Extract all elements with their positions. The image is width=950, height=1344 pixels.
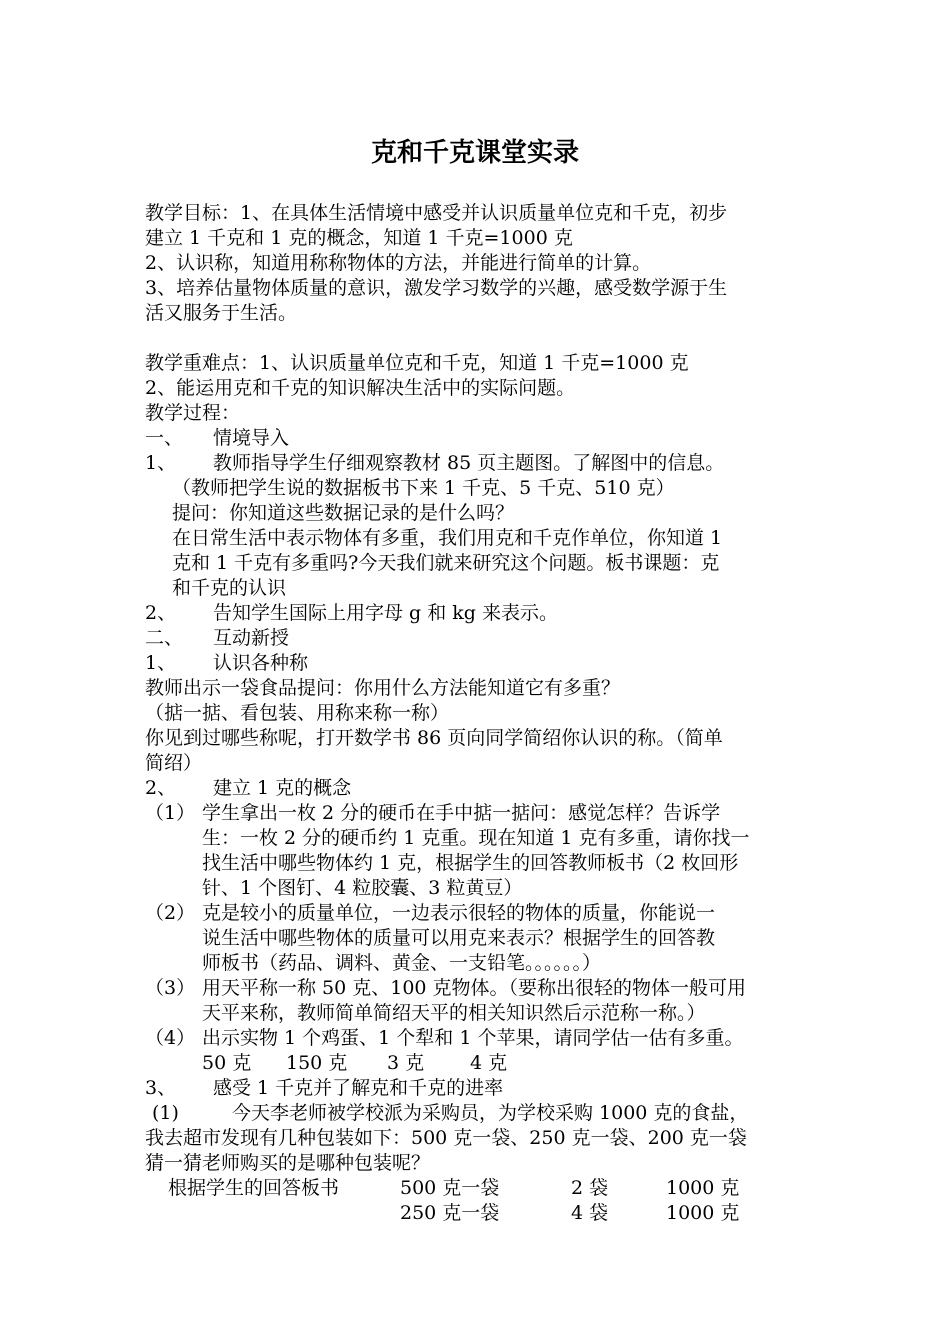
board-cell: 1000 克	[666, 1202, 740, 1224]
s2-item-1-number: 1、	[145, 652, 177, 674]
s1-item-1-text: 教师指导学生仔细观察教材 85 页主题图。了解图中的信息。	[213, 452, 725, 474]
goals-line-5: 活又服务于生活。	[145, 302, 298, 324]
s1-item-1-line-4: 在日常生活中表示物体有多重，我们用克和千克作单位，你知道 1	[172, 527, 723, 549]
s2-para-3: 你见到过哪些称呢，打开数学书 86 页向同学简绍你认识的称。（简单	[145, 727, 723, 749]
sub-item-2-number: （2）	[145, 902, 196, 924]
board-cell: 1000 克	[666, 1177, 740, 1199]
board-cell: 500 克一袋	[400, 1177, 500, 1199]
s2-item-1-text: 认识各种称	[213, 652, 309, 674]
sub-item-2-line-1: 克是较小的质量单位，一边表示很轻的物体的质量，你能说一	[202, 902, 716, 924]
sub-item-1-number: （1）	[145, 802, 196, 824]
s1-item-1-number: 1、	[145, 452, 177, 474]
goals-line-3: 2、认识称，知道用称称物体的方法，并能进行简单的计算。	[145, 252, 652, 274]
s1-item-1-line-5: 克和 1 千克有多重吗?今天我们就来研究这个问题。板书课题：克	[172, 552, 720, 574]
section-2-title: 互动新授	[213, 627, 290, 649]
board-cell: 250 克一袋	[400, 1202, 500, 1224]
s2-item-2-text: 建立 1 克的概念	[213, 777, 352, 799]
sub-item-e-line-1: 今天李老师被学校派为采购员，为学校采购 1000 克的食盐，	[232, 1102, 749, 1124]
s1-item-1-line-2: （教师把学生说的数据板书下来 1 千克、5 千克、510 克）	[172, 477, 675, 499]
s1-item-2-number: 2、	[145, 602, 177, 624]
sub-item-2-line-2: 说生活中哪些物体的质量可以用克来表示？根据学生的回答教	[202, 927, 716, 949]
goals-line-1: 教学目标：1、在具体生活情境中感受并认识质量单位克和千克，初步	[145, 202, 728, 224]
key-line-2: 2、能运用克和千克的知识解决生活中的实际问题。	[145, 377, 576, 399]
sub-item-2-line-3: 师板书（药品、调料、黄金、一支铅笔。。。。。。）	[202, 952, 602, 974]
key-line-1: 教学重难点：1、认识质量单位克和千克，知道 1 千克=1000 克	[145, 352, 689, 374]
sub-item-1-line-1: 学生拿出一枚 2 分的硬币在手中掂一掂问：感觉怎样？告诉学	[202, 802, 721, 824]
process-heading: 教学过程：	[145, 402, 241, 424]
goals-line-2: 建立 1 千克和 1 克的概念，知道 1 千克=1000 克	[145, 227, 573, 249]
sub-item-1-line-3: 找生活中哪些物体约 1 克，根据学生的回答教师板书（2 枚回形	[202, 852, 739, 874]
estimate-value: 150 克	[286, 1052, 348, 1074]
sub-item-e-line-3: 猜一猜老师购买的是哪种包装呢？	[145, 1152, 431, 1174]
page-title: 克和千克课堂实录	[370, 138, 579, 168]
s1-item-1-line-3: 提问：你知道这些数据记录的是什么吗？	[172, 502, 515, 524]
sub-item-e-number: (1)	[152, 1102, 179, 1124]
section-2-number: 二、	[145, 627, 184, 649]
estimate-value: 4 克	[470, 1052, 508, 1074]
s2-para-2: （掂一掂、看包装、用称来称一称）	[145, 702, 450, 724]
sub-item-3-number: （3）	[145, 977, 196, 999]
estimate-value: 50 克	[202, 1052, 252, 1074]
section-1-title: 情境导入	[213, 427, 290, 449]
s2-para-1: 教师出示一袋食品提问：你用什么方法能知道它有多重？	[145, 677, 621, 699]
sub-item-4-line-1: 出示实物 1 个鸡蛋、1 个犁和 1 个苹果，请同学估一估有多重。	[202, 1027, 744, 1049]
estimate-value: 3 克	[387, 1052, 425, 1074]
sub-item-3-line-2: 天平来称，教师简单简绍天平的相关知识然后示范称一称。）	[202, 1002, 706, 1024]
board-cell: 2 袋	[571, 1177, 609, 1199]
s1-item-2-text: 告知学生国际上用字母 g 和 kg 来表示。	[213, 602, 558, 624]
s2-item-3-number: 3、	[145, 1077, 177, 1099]
s2-para-4: 简绍）	[145, 752, 203, 774]
board-cell: 4 袋	[571, 1202, 609, 1224]
sub-item-4-number: （4）	[145, 1027, 196, 1049]
sub-item-3-line-1: 用天平称一称 50 克、100 克物体。（要称出很轻的物体一般可用	[202, 977, 747, 999]
sub-item-1-line-2: 生：一枚 2 分的硬币约 1 克重。现在知道 1 克有多重，请你找一	[202, 827, 750, 849]
sub-item-1-line-4: 针、1 个图钉、4 粒胶囊、3 粒黄豆）	[202, 877, 523, 899]
sub-item-e-line-2: 我去超市发现有几种包装如下：500 克一袋、250 克一袋、200 克一袋	[145, 1127, 747, 1149]
board-label: 根据学生的回答板书	[168, 1177, 340, 1199]
s2-item-2-number: 2、	[145, 777, 177, 799]
s1-item-1-line-6: 和千克的认识	[172, 577, 287, 599]
goals-line-4: 3、培养估量物体质量的意识，激发学习数学的兴趣，感受数学源于生	[145, 277, 728, 299]
section-1-number: 一、	[145, 427, 184, 449]
s2-item-3-text: 感受 1 千克并了解克和千克的进率	[213, 1077, 504, 1099]
